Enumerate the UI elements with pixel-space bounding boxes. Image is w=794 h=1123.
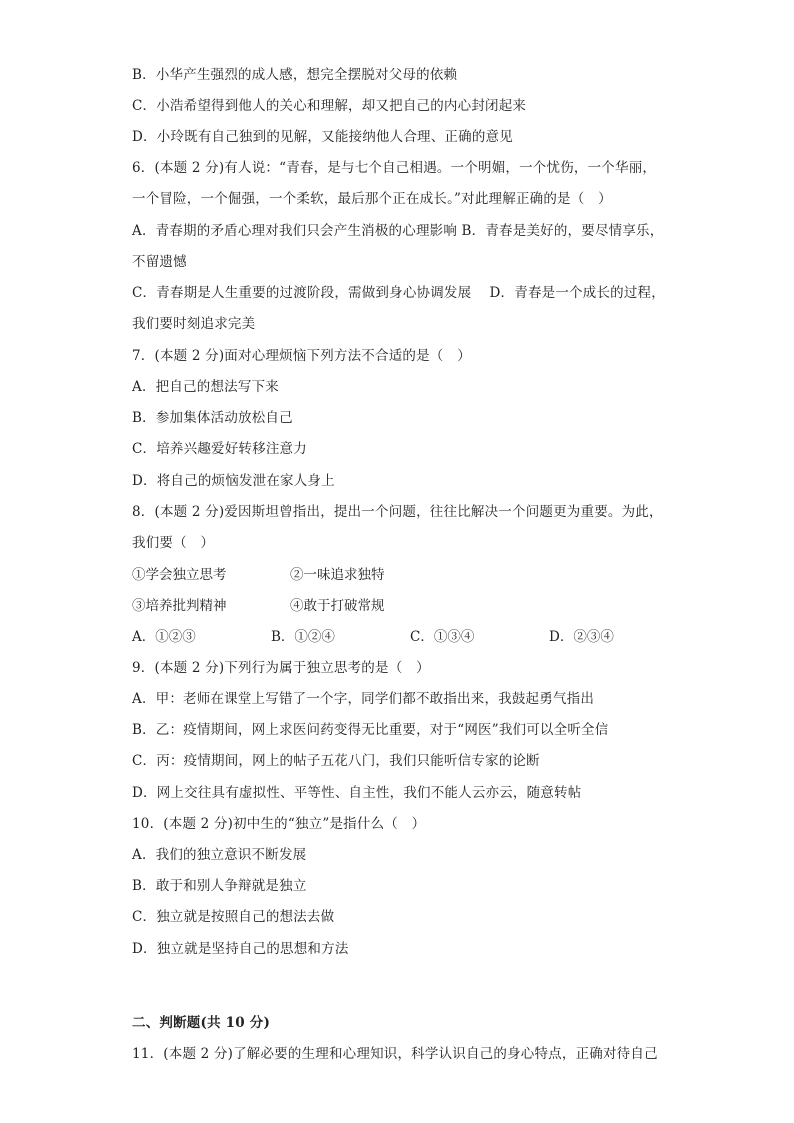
q8-stem-line-2: 我们要（ ） <box>132 535 215 551</box>
q7-option-c: C．培养兴趣爱好转移注意力 <box>132 441 307 457</box>
q8-statement-3: ③培养批判精神 <box>132 598 227 614</box>
q8-option-a: A．①②③ <box>132 629 196 645</box>
q10-option-c: C．独立就是按照自己的想法去做 <box>132 909 335 925</box>
q9-option-a: A．甲：老师在课堂上写错了一个字，同学们都不敢指出来，我鼓起勇气指出 <box>132 691 595 707</box>
q6-option-b-continued: 不留遗憾 <box>132 254 187 270</box>
q11-stem: 11．(本题 2 分)了解必要的生理和心理知识，科学认识自己的身心特点，正确对待自己 <box>132 1046 658 1062</box>
q8-stem-line-1: 8．(本题 2 分)爱因斯坦曾指出，提出一个问题，往往比解决一个问题更为重要。为此， <box>132 504 663 520</box>
q8-statement-2: ②一味追求独特 <box>290 567 385 583</box>
q8-option-c: C．①③④ <box>410 629 475 645</box>
q7-stem: 7．(本题 2 分)面对心理烦恼下列方法不合适的是（ ） <box>132 348 471 364</box>
section-title-judgment: 二、判断题(共 10 分) <box>132 1015 271 1031</box>
q7-option-a: A．把自己的想法写下来 <box>132 379 279 395</box>
q9-stem: 9．(本题 2 分)下列行为属于独立思考的是（ ） <box>132 660 430 676</box>
q8-statement-1: ①学会独立思考 <box>132 567 227 583</box>
q5-option-d: D．小玲既有自己独到的见解，又能接纳他人合理、正确的意见 <box>132 129 513 145</box>
q6-stem-line-2: 一个冒险，一个倔强，一个柔软，最后那个正在成长。”对此理解正确的是（ ） <box>132 191 612 207</box>
q8-statement-4: ④敢于打破常规 <box>290 598 385 614</box>
q10-option-b: B．敢于和别人争辩就是独立 <box>132 878 307 894</box>
q6-stem-line-1: 6．(本题 2 分)有人说：“青春，是与七个自己相遇。一个明媚，一个忧伤，一个华丽， <box>132 160 657 176</box>
q5-option-c: C．小浩希望得到他人的关心和理解，却又把自己的内心封闭起来 <box>132 98 527 114</box>
q5-option-b: B．小华产生强烈的成人感，想完全摆脱对父母的依赖 <box>132 67 458 83</box>
q8-option-d: D．②③④ <box>549 629 614 645</box>
q7-option-b: B．参加集体活动放松自己 <box>132 410 293 426</box>
q6-options-cd: C．青春期是人生重要的过渡阶段，需做到身心协调发展 D．青春是一个成长的过程， <box>132 285 665 301</box>
q8-option-b: B．①②④ <box>271 629 335 645</box>
q6-options-ab: A．青春期的矛盾心理对我们只会产生消极的心理影响 B．青春是美好的，要尽情享乐， <box>132 223 664 239</box>
q10-stem: 10．(本题 2 分)初中生的“独立”是指什么（ ） <box>132 816 426 832</box>
q9-option-b: B．乙：疫情期间，网上求医问药变得无比重要，对于“网医”我们可以全听全信 <box>132 722 609 738</box>
q7-option-d: D．将自己的烦恼发泄在家人身上 <box>132 473 335 489</box>
q9-option-c: C．丙：疫情期间，网上的帖子五花八门，我们只能听信专家的论断 <box>132 753 540 769</box>
q9-option-d: D．网上交往具有虚拟性、平等性、自主性，我们不能人云亦云，随意转帖 <box>132 785 582 801</box>
q6-option-d-continued: 我们要时刻追求完美 <box>132 316 256 332</box>
q10-option-a: A．我们的独立意识不断发展 <box>132 847 307 863</box>
q10-option-d: D．独立就是坚持自己的思想和方法 <box>132 941 349 957</box>
